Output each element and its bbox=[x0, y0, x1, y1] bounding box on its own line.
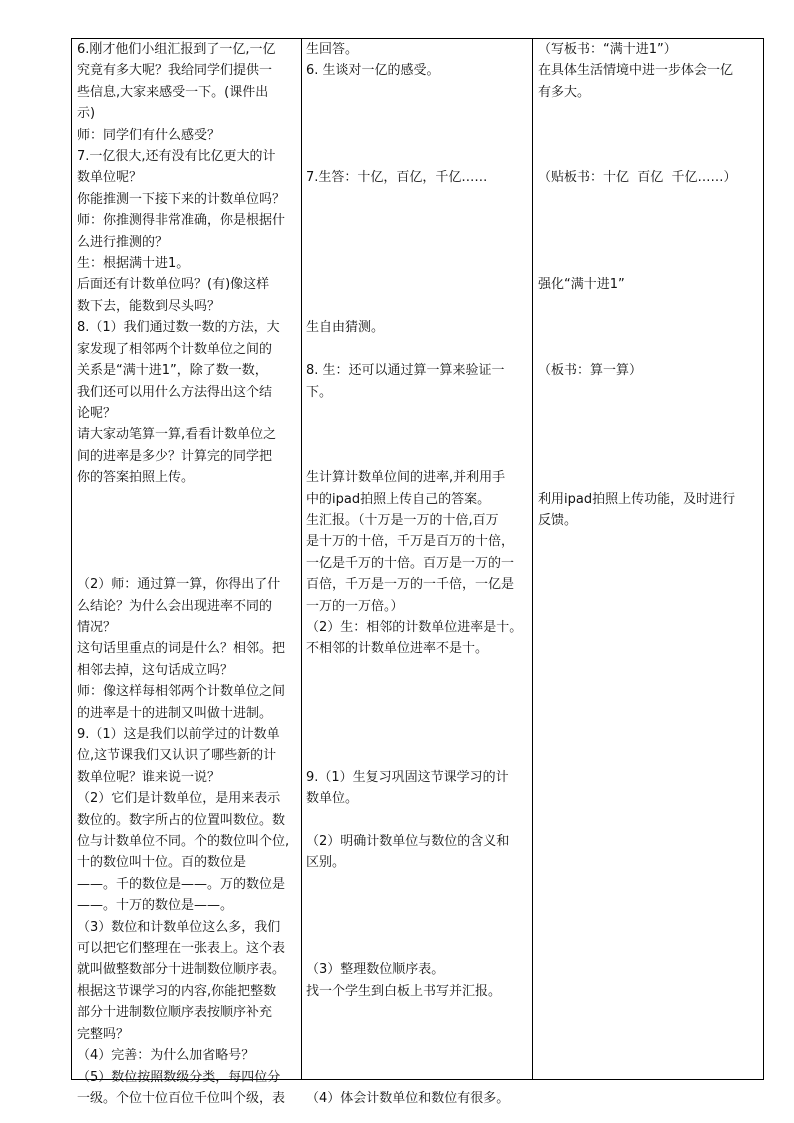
text-line: 不相邻的计数单位进率不是十。 bbox=[306, 641, 489, 657]
text-line bbox=[306, 1024, 528, 1045]
text-line bbox=[306, 703, 528, 724]
text-line bbox=[306, 296, 528, 317]
text-line: 数单位呢？ bbox=[77, 170, 143, 186]
text-line: 数单位。 bbox=[306, 791, 359, 807]
text-line: 中的ipad拍照上传自己的答案。 bbox=[306, 491, 491, 507]
text-line: 生回答。 bbox=[306, 42, 359, 57]
text-line: 8.（1）我们通过数一数的方法，大 bbox=[77, 320, 280, 336]
text-line: 有多大。 bbox=[538, 84, 591, 100]
text-line bbox=[306, 1045, 528, 1066]
text-line bbox=[306, 745, 528, 766]
text-line: （5）数位按照数级分类，每四位分 bbox=[77, 1069, 281, 1085]
text-line: 间的进率是多少？计算完的同学把 bbox=[77, 448, 273, 464]
text-line: 部分十进制数位顺序表按顺序补充 bbox=[77, 1005, 273, 1021]
text-line bbox=[306, 681, 528, 702]
text-line: 9.（1）生复习巩固这节课学习的计 bbox=[306, 769, 509, 785]
text-line: 是十万的十倍，千万是百万的十倍， bbox=[306, 534, 515, 550]
text-line: 家发现了相邻两个计数单位之间的 bbox=[77, 341, 273, 357]
text-line bbox=[538, 446, 762, 467]
text-line bbox=[306, 874, 528, 895]
text-line: 请大家动笔算一算,看看计数单位之 bbox=[77, 427, 277, 443]
text-line: （2）生：相邻的计数单位进率是十。 bbox=[306, 619, 523, 635]
text-line bbox=[306, 210, 528, 231]
text-line bbox=[306, 938, 528, 959]
text-line bbox=[306, 253, 528, 274]
text-line bbox=[538, 317, 762, 338]
design-intent-column bbox=[538, 39, 762, 531]
text-line bbox=[306, 1067, 528, 1088]
text-line: （2）明确计数单位与数位的含义和 bbox=[306, 834, 510, 850]
text-line: 些信息,大家来感受一下。(课件出 bbox=[77, 84, 269, 100]
text-line: 后面还有计数单位吗？(有)像这样 bbox=[77, 277, 270, 293]
text-line: （3）整理数位顺序表。 bbox=[306, 962, 445, 978]
text-line bbox=[306, 82, 528, 103]
text-line: 生：根据满十进1。 bbox=[77, 256, 190, 272]
lesson-plan-table bbox=[71, 38, 764, 1106]
text-line: 区别。 bbox=[306, 855, 346, 871]
text-line: 的进率是十的进制又叫做十进制。 bbox=[77, 705, 273, 721]
text-line bbox=[538, 296, 762, 317]
text-line: 6. 生谈对一亿的感受。 bbox=[306, 63, 440, 79]
text-line bbox=[77, 553, 299, 574]
text-line bbox=[538, 189, 762, 210]
text-line bbox=[306, 660, 528, 681]
text-line: 关系是“满十进1”，除了数一数， bbox=[77, 363, 268, 379]
text-line: 示) bbox=[77, 106, 96, 122]
text-line bbox=[538, 210, 762, 231]
text-line: 一级。个位十位百位千位叫个级，表 bbox=[77, 1090, 286, 1106]
text-line bbox=[306, 274, 528, 295]
text-line bbox=[306, 403, 528, 424]
text-line: ——。十万的数位是——。 bbox=[77, 898, 234, 914]
text-line bbox=[77, 489, 299, 510]
text-line: 9.（1）这是我们以前学过的计数单 bbox=[77, 727, 280, 742]
text-line bbox=[306, 446, 528, 467]
text-line: 我们还可以用什么方法得出这个结 bbox=[77, 384, 273, 400]
text-line: 相邻去掉，这句话成立吗？ bbox=[77, 662, 234, 678]
text-line: 可以把它们整理在一张表上。这个表 bbox=[77, 941, 286, 957]
text-line: 生计算计数单位间的进率,并利用手 bbox=[306, 470, 506, 486]
text-line: （4）体会计数单位和数位有很多。 bbox=[306, 1090, 510, 1106]
text-line bbox=[306, 232, 528, 253]
text-line: 找一个学生到白板上书写并汇报。 bbox=[306, 983, 502, 999]
text-line: 6.刚才他们小组汇报到了一亿,一亿 bbox=[77, 42, 276, 57]
text-line bbox=[306, 724, 528, 745]
text-line bbox=[77, 510, 299, 531]
text-line: （2）师：通过算一算，你得出了什 bbox=[77, 577, 281, 593]
text-line: （3）数位和计数单位这么多，我们 bbox=[77, 919, 281, 935]
text-line bbox=[306, 103, 528, 124]
text-line: 情况？ bbox=[77, 619, 117, 635]
text-line bbox=[538, 232, 762, 253]
text-line: （2）它们是计数单位，是用来表示 bbox=[77, 791, 281, 807]
text-line bbox=[538, 253, 762, 274]
text-line: 师：像这样每相邻两个计数单位之间 bbox=[77, 684, 286, 700]
text-line: 8. 生：还可以通过算一算来验证一 bbox=[306, 363, 505, 379]
text-line: （写板书：“满十进1”） bbox=[538, 42, 677, 57]
text-line bbox=[538, 103, 762, 124]
text-line: 7.生答：十亿，百亿，千亿…… bbox=[306, 170, 488, 186]
text-line: 师：同学们有什么感受？ bbox=[77, 127, 221, 143]
text-line: 数位的。数字所占的位置叫数位。数 bbox=[77, 812, 286, 828]
text-line: 生自由猜测。 bbox=[306, 320, 385, 336]
text-line: 数单位呢？谁来说一说？ bbox=[77, 769, 221, 785]
text-line bbox=[306, 895, 528, 916]
text-line: 你的答案拍照上传。 bbox=[77, 470, 195, 486]
text-line: 7.一亿很大,还有没有比亿更大的计 bbox=[77, 149, 276, 165]
text-line: （贴板书：十亿 百亿 千亿……） bbox=[538, 170, 737, 186]
text-line bbox=[538, 403, 762, 424]
text-line: 根据这节课学习的内容,你能把整数 bbox=[77, 983, 277, 999]
teacher-activity-column bbox=[77, 39, 299, 1109]
text-line bbox=[306, 125, 528, 146]
text-line: 这句话里重点的词是什么？相邻。把 bbox=[77, 641, 286, 657]
text-line: 师：你推测得非常准确，你是根据什 bbox=[77, 213, 286, 229]
text-line: 一亿是千万的十倍。百万是一万的一 bbox=[306, 555, 515, 571]
student-activity-column bbox=[306, 39, 528, 1109]
text-line: 位,这节课我们又认识了哪些新的计 bbox=[77, 748, 277, 764]
text-line bbox=[306, 917, 528, 938]
text-line: 百倍，千万是一万的一千倍，一亿是 bbox=[306, 577, 515, 593]
text-line: 在具体生活情境中进一步体会一亿 bbox=[538, 63, 734, 79]
text-line bbox=[538, 339, 762, 360]
text-line bbox=[538, 146, 762, 167]
text-line: 强化“满十进1” bbox=[538, 277, 625, 293]
text-line: 下。 bbox=[306, 384, 333, 400]
text-line: 反馈。 bbox=[538, 512, 578, 528]
text-line bbox=[538, 382, 762, 403]
text-line: 数下去，能数到尽头吗？ bbox=[77, 298, 221, 314]
text-line bbox=[538, 125, 762, 146]
text-line: 你能推测一下接下来的计数单位吗？ bbox=[77, 191, 286, 207]
text-line: 么进行推测的？ bbox=[77, 234, 169, 250]
text-line: ——。千的数位是——。万的数位是 bbox=[77, 876, 286, 892]
text-line: 完整吗？ bbox=[77, 1026, 130, 1042]
text-line: 一万的一万倍。） bbox=[306, 598, 404, 614]
text-line bbox=[306, 1002, 528, 1023]
text-line: 十的数位叫十位。百的数位是 bbox=[77, 855, 247, 871]
text-line: 就叫做整数部分十进制数位顺序表。 bbox=[77, 962, 286, 978]
text-line: 么结论？为什么会出现进率不同的 bbox=[77, 598, 273, 614]
text-line: 论呢？ bbox=[77, 405, 117, 421]
text-line: 利用ipad拍照上传功能，及时进行 bbox=[538, 491, 736, 507]
column-divider-1 bbox=[301, 39, 302, 1079]
text-line bbox=[306, 810, 528, 831]
text-line: 生汇报。（十万是一万的十倍,百万 bbox=[306, 512, 499, 528]
text-line bbox=[306, 424, 528, 445]
text-line bbox=[306, 339, 528, 360]
text-line: （4）完善：为什么加省略号？ bbox=[77, 1048, 255, 1064]
text-line bbox=[306, 146, 528, 167]
text-line: 位与计数单位不同。个的数位叫个位, bbox=[77, 834, 290, 850]
column-divider-2 bbox=[532, 39, 533, 1079]
text-line bbox=[306, 189, 528, 210]
text-line: （板书：算一算） bbox=[538, 363, 643, 379]
text-line bbox=[77, 531, 299, 552]
text-line bbox=[538, 424, 762, 445]
text-line bbox=[538, 467, 762, 488]
text-line: 究竟有多大呢？我给同学们提供一 bbox=[77, 63, 273, 79]
